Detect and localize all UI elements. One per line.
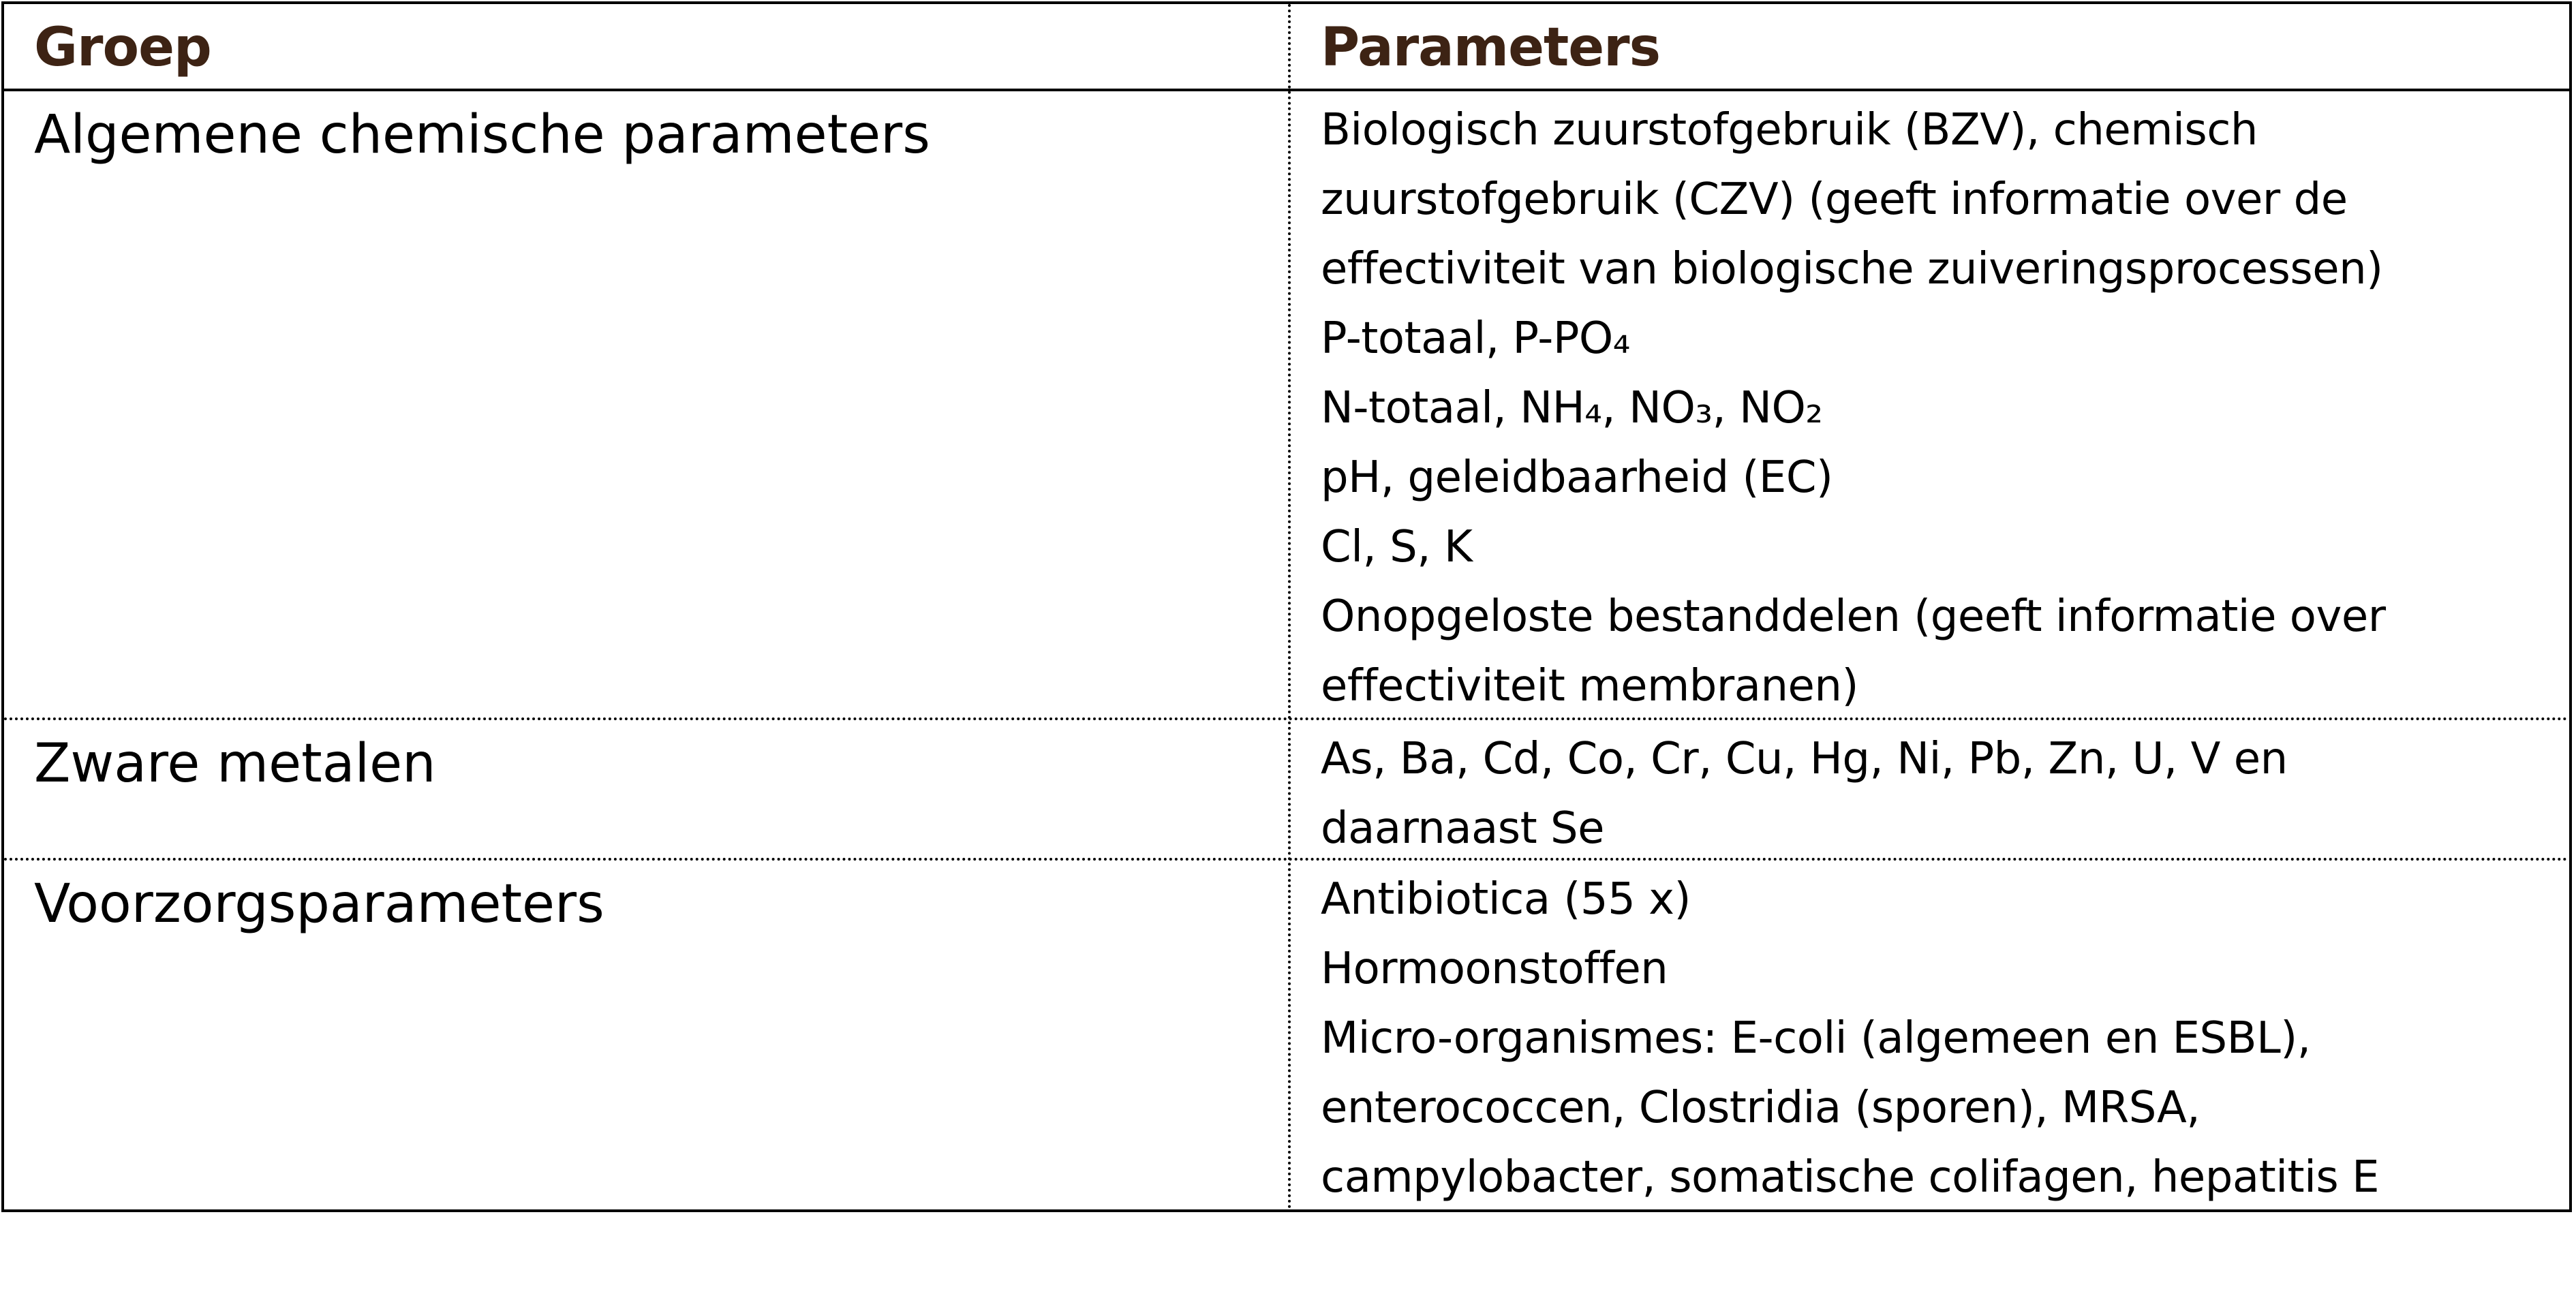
parameters-cell <box>1321 720 2561 863</box>
group-name: Zware metalen <box>34 733 436 794</box>
parameter-line: pH, geleidbaarheid (EC) <box>1321 452 1833 503</box>
table-row <box>4 861 2569 1209</box>
parameter-line: Antibiotica (55 x) <box>1321 874 1691 925</box>
parameter-line: P-totaal, P-PO₄ <box>1321 313 1630 364</box>
parameter-line: zuurstofgebruik (CZV) (geeft informatie over de <box>1321 174 2348 225</box>
parameter-line: campylobacter, somatische colifagen, hepatitis E <box>1321 1152 2379 1203</box>
parameter-line: enterococcen, Clostridia (sporen), MRSA, <box>1321 1083 2201 1133</box>
table-header-row <box>4 4 2569 91</box>
group-name: Voorzorgsparameters <box>34 874 604 935</box>
group-cell <box>34 861 1274 940</box>
group-cell <box>34 91 1274 170</box>
table-row <box>4 91 2569 720</box>
header-cell-groep <box>34 4 1274 91</box>
parameter-line: effectiviteit membranen) <box>1321 661 1858 711</box>
parameter-line: daarnaast Se <box>1321 803 1605 854</box>
group-cell <box>34 720 1274 799</box>
parameters-cell <box>1321 861 2561 1212</box>
table-row <box>4 720 2569 861</box>
parameter-line: Cl, S, K <box>1321 522 1473 572</box>
header-cell-parameters <box>1321 4 2561 91</box>
parameter-line: Micro-organismes: E-coli (algemeen en ESBL), <box>1321 1013 2311 1064</box>
parameter-line: As, Ba, Cd, Co, Cr, Cu, Hg, Ni, Pb, Zn, U, V en <box>1321 734 2288 784</box>
header-groep-label: Groep <box>34 17 211 78</box>
parameter-line: N-totaal, NH₄, NO₃, NO₂ <box>1321 383 1823 433</box>
header-parameters-label: Parameters <box>1321 17 1661 78</box>
parameter-line: effectiviteit van biologische zuiveringsprocessen) <box>1321 244 2383 294</box>
parameter-line: Hormoonstoffen <box>1321 944 1668 994</box>
parameters-table <box>1 1 2572 1212</box>
parameters-cell <box>1321 91 2561 721</box>
group-name: Algemene chemische parameters <box>34 104 930 166</box>
parameter-line: Onopgeloste bestanddelen (geeft informatie over <box>1321 591 2386 642</box>
parameter-line: Biologisch zuurstofgebruik (BZV), chemisch <box>1321 105 2258 155</box>
